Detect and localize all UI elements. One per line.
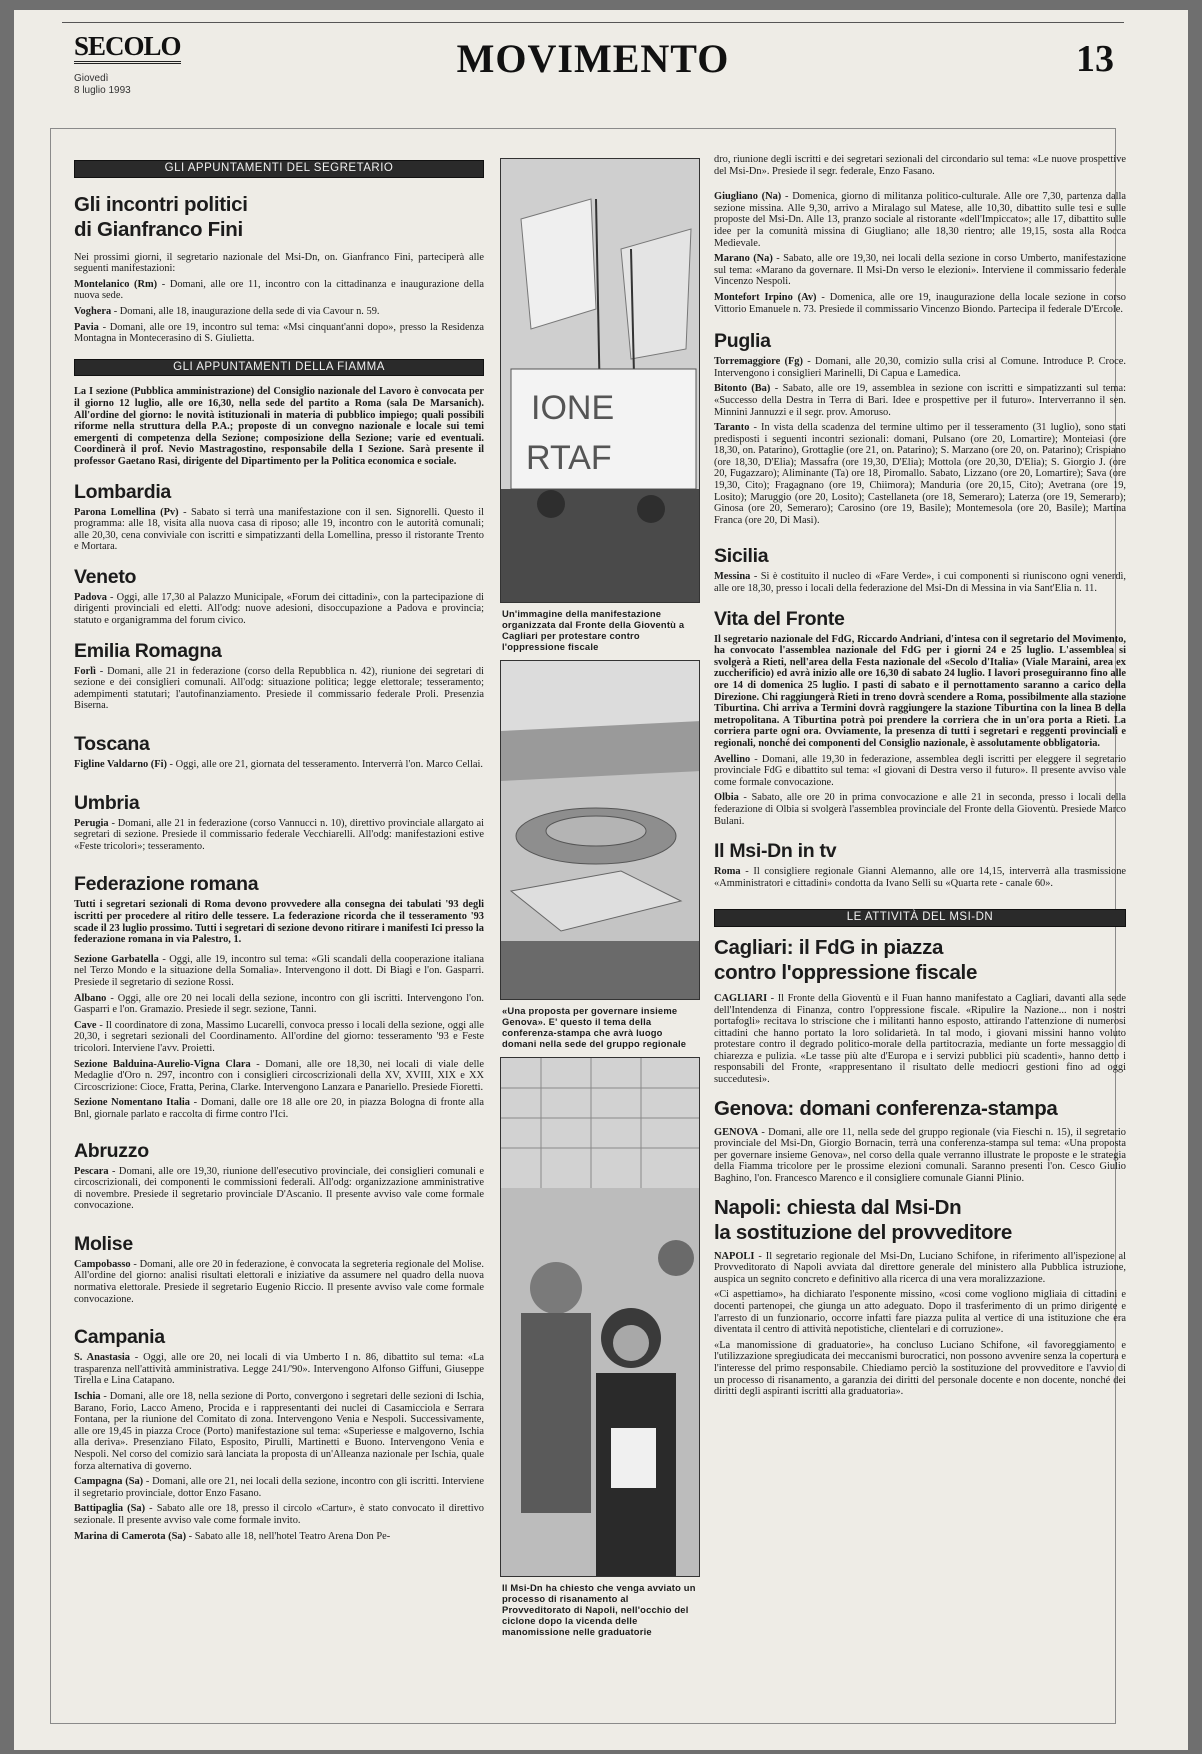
article-napoli-1: NAPOLI - Il segretario regionale del Msi-Dn, Luciano Schifone, in riferimento all'ispezione al Provveditorato di Napoli avviata dal direttore generale del ministero alla Pubblica istruzione, auspica un segnito concreto e definitivo alla ricerca di una vera moralizzazione. xyxy=(714,1250,1126,1285)
item-marano: Marano (Na) - Sabato, alle ore 19,30, nei locali della sezione in corso Umberto, manifestazione sul tema: «Marano da governare. Il Msi-Dn verso le elezioni». Interviene il commissario federale Vincenzo Nespoli. xyxy=(714,253,1126,288)
item-montelanico: Montelanico (Rm) - Domani, alle ore 11, incontro con la cittadinanza e inaugurazione della nuova sede. xyxy=(74,278,484,302)
continued-text: dro, riunione degli iscritti e dei segretari sezionali del circondario sul tema: «Le nuove prospettive del Msi-Dn». Presiede il segr. federale, Enzo Fasano. xyxy=(714,154,1126,177)
photo-students xyxy=(500,1057,700,1577)
item-anastasia: S. Anastasia - Oggi, alle ore 20, nei locali di via Umberto I n. 86, dibattito sul tema: «La trasparenza nell'attività amministrativa. Legge 241/'90». Intervengono Alfonso Giffuni, Giuseppe Tirella e Lina Catapano. xyxy=(74,1352,484,1387)
item-messina: Messina - Si è costituito il nucleo di «Fare Verde», i cui componenti si riuniscono ogni venerdì, alle ore 18,30, presso i locali della federazione del Msi-Dn di Messina in via Sant'Elia n. 11. xyxy=(714,571,1126,595)
heading-msi-in-tv: Il Msi-Dn in tv xyxy=(714,840,837,863)
caption-genova: «Una proposta per governare insieme Genova». E' questo il tema della conferenza-stampa che avrà luogo domani nella sede del gruppo regionale xyxy=(502,1005,687,1049)
banner-segretario: GLI APPUNTAMENTI DEL SEGRETARIO xyxy=(74,160,484,178)
article-napoli-2: «Ci aspettiamo», ha dichiarato l'esponente missino, «cosi come vogliono migliaia di cittadini e docenti partenopei, che giunga un atto adeguato. Dopo il trasferimento di un primo dirigente e l'arresto di un funzionario, occorre infatti fare piazza pulita al vertice di una istituzione che era diventata il centro di attività nepotistiche, clientelari e di corruzione». xyxy=(714,1289,1126,1336)
item-balduina: Sezione Balduina-Aurelio-Vigna Clara - Domani, alle ore 18,30, nei locali di viale delle Medaglie d'Oro n. 297, incontro con i consiglieri circoscrizionali della XV, XVIII, XIX e XX Circoscrizione: Cioce, Fratta, Perina, Clarke. Intervengono Lanzara e Panariello. Presiede Fioretti. xyxy=(74,1058,484,1093)
item-campagna: Campagna (Sa) - Domani, alle ore 21, nei locali della sezione, incontro con gli iscritti. Interviene il segretario provinciale, dottor Enzo Fasano. xyxy=(74,1476,484,1499)
day: Giovedì xyxy=(74,73,109,84)
item-ischia: Ischia - Domani, alle ore 18, nella sezione di Porto, convergono i segretari delle sezioni di Ischia, Barano, Forio, Lacco Ameno, Procida e i rappresentanti dei nuclei di Casamicciola e Serrara Fontana, per la riunione del Comitato di zona. Intervengono Venia e Nespoli. Successivamente, alle ore 19,45 in piazza Croce (Porto) manifestazione sul tema: «Superiesse e malgoverno, Ischia alla deriva». Presenziano Filato, Esposito, Pirulli, Martinetti e Buono. Intervengono Venia e Nespoli. Nel corso del comizio sarà lanciata la proposta di un'Alleanza nazionale per Ischia, quale forza alternativa di governo. xyxy=(74,1391,484,1472)
heading-sicilia: Sicilia xyxy=(714,545,769,568)
masthead xyxy=(62,22,1124,114)
headline-genova: Genova: domani conferenza-stampa xyxy=(714,1096,1058,1120)
item-taranto: Taranto - In vista della scadenza del termine ultimo per il tesseramento (31 luglio), sono stati predisposti i seguenti incontri sezionali: domani, Pulsano (ore 20, Lomartire); Monteiasi (ore 18,30, on. Patarino), Grottaglie (ore 21, on. Patarino); S. Marzano (ore 20, on. Patarino); Crispiano (ore 18,30, D'Elia); Massafra (ore 19,30, D'Elia); Mottola (ore 20,30, D'Elia); S. Giorgio J. (ore 20, Fugazzaro); Aliminante (Ta) ore 18, Piromallo. Sabato, Lizzano (ore 20, Lomartire); Sava (ore 19,30, Cito); Fragagnano (ore 19, Chiimora); Manduria (ore 20,15, Cito); Avetrana (ore 19, Losito); Maruggio (ore 20, Losito); Castellaneta (ore 18, Semeraro); Laterza (ore 19, Semeraro); Ginosa (ore 20, Semeraro); Carosino (ore 19, Basile); Montemesola (ore 20, Basile); Martina Franca (ore 20, Di Masi). xyxy=(714,422,1126,526)
item-forli: Forlì - Domani, alle 21 in federazione (corso della Repubblica n. 42), riunione dei segretari di sezione e dei consiglieri comunali. All'odg: situazione politica; legge elettorale; tesseramento; adempimenti statutari; l'autofinanziamento. Presiede il commissario federale Proli. Presenzia Biserna. xyxy=(74,665,484,712)
heading-molise: Molise xyxy=(74,1232,133,1255)
item-nomentano: Sezione Nomentano Italia - Domani, dalle ore 18 alle ore 20, in piazza Bologna di fronte alla Bnl, giornale parlato e raccolta di firme contro l'Ici. xyxy=(74,1097,484,1120)
svg-text:IONE: IONE xyxy=(531,389,615,427)
fiamma-text: La I sezione (Pubblica amministrazione) del Consiglio nazionale del Lavoro è convocata per il giorno 12 luglio, alle ore 16,30, nella sede del partito a Roma (sala De Marsanich). All'ordine del giorno: le novità istituzionali in materia di pubblico impiego; quali possibili riforme nella struttura della P.A.; proposte di un convegno nazionale e locale sui temi emergenti di competenza della Sezione; composizione della Sezione; varie ed eventuali. Coordinerà il prof. Nevio Mastragostino, responsabile della I Sezione. Sarà presente il professor Gaetano Rasi, dirigente del Dipartimento per la Politica economica e sociale. xyxy=(74,386,484,467)
heading-puglia: Puglia xyxy=(714,330,771,353)
section-title: MOVIMENTO xyxy=(456,36,730,81)
fronte-notice: Il segretario nazionale del FdG, Riccardo Andriani, d'intesa con il segretario del Movimento, ha convocato l'assemblea nazionale del FdG per i giorni 24 e 25 luglio. L'assemblea si svolgerà a Rieti, nell'area della Festa nazionale del «Secolo d'Italia» (Viale Maraini, area ex zuccherificio) ed avrà inizio alle ore 16,30 di sabato 24 luglio. I lavori proseguiranno fino alle ore 14 di domenica 25 luglio. I pasti di sabato e il pernottamento saranno a carico della Direzione. Chi raggiungerà Rieti in treno dovrà scendere a Roma, possibilmente alla stazione Tiburtina. Chi arriva a Termini dovrà raggiungere la stazione Tiburtina con la linea B della metropolitana. A Tiburtina potrà poi prendere la corriera che in un'ora porta a Rieti. La corriera parte ogni ora. Ovviamente, la presenza di tutti i segretari e reggenti provinciali e regionali, nonché dei componenti del Consiglio nazionale, è assolutamente obbligatoria. xyxy=(714,633,1126,749)
item-garbatella: Sezione Garbatella - Oggi, alle 19, incontro sul tema: «Gli scandali della cooperazione italiana nel Terzo Mondo e la situazione della Somalia». Intervengono il dott. Di Biagi e l'on. Gasparri. Presiede il segretario di sezione Rossi. xyxy=(74,953,484,988)
page-number: 13 xyxy=(1076,38,1114,80)
fini-intro: Nei prossimi giorni, il segretario nazionale del Msi-Dn, on. Gianfranco Fini, parteciperà alle seguenti manifestazioni: xyxy=(74,251,484,275)
article-genova: GENOVA - Domani, alle ore 11, nella sede del gruppo regionale (via Fieschi n. 15), il segretario provinciale del Msi-Dn, Giorgio Bornacin, terrà una conferenza-stampa sul tema: «Una proposta per governare insieme Genova», nel corso della quale verranno illustrate le proposte e le strategia della Fiamma tricolore per le prossime elezioni comunali. Saranno presenti l'on. Cesco Giulio Baghino, l'on. Francesco Marenco e il consigliere comunale Gianni Plinio. xyxy=(714,1126,1126,1185)
item-padova: Padova - Oggi, alle 17,30 al Palazzo Municipale, «Forum dei cittadini», con la partecipazione di dirigenti provinciali ed eletti. All'odg: nuove adesioni, disoccupazione a Padova e provincia; statuto e organigramma del forum civico. xyxy=(74,591,484,627)
genova-illustration xyxy=(501,661,700,1000)
item-campobasso: Campobasso - Domani, alle ore 20 in federazione, è convocata la segreteria regionale del Molise. All'ordine del giorno: analisi risultati elettorali e iniziative da assumere nel quadro della nuova normativa elettorale. Presiede il segretario Eugenio Riccio. Il presente avviso vale come formale convocazione. xyxy=(74,1258,484,1305)
headline-cagliari-1: Cagliari: il FdG in piazza xyxy=(714,935,944,959)
headline-fini-2: di Gianfranco Fini xyxy=(74,217,243,241)
photo-genova xyxy=(500,660,700,1000)
headline-cagliari-2: contro l'oppressione fiscale xyxy=(714,960,978,984)
item-bitonto: Bitonto (Ba) - Sabato, alle ore 19, assemblea in sezione con iscritti e simpatizzanti sul tema: «Successo della Destra in Terra di Bari. Idee e prospettive per il futuro». Interverranno il sen. Minnini Jannuzzi e il segr. prov. Amoruso. xyxy=(714,383,1126,418)
students-illustration xyxy=(501,1058,700,1577)
item-figline: Figline Valdarno (Fi) - Oggi, alle ore 21, giornata del tesseramento. Interverrà l'on. Marco Cellai. xyxy=(74,759,484,771)
heading-vita-del-fronte: Vita del Fronte xyxy=(714,607,845,630)
banner-attivita: LE ATTIVITÀ DEL MSI-DN xyxy=(714,909,1126,927)
item-cave: Cave - Il coordinatore di zona, Massimo Lucarelli, convoca presso i locali della sezione, oggi alle 20,30, i segretari sezionali del Coordinamento. All'ordine del giorno: tesseramento '93 e Feste tricolori. Interviene l'avv. Proietti. xyxy=(74,1019,484,1054)
heading-federazione-romana: Federazione romana xyxy=(74,873,259,896)
heading-veneto: Veneto xyxy=(74,565,137,588)
item-giugliano: Giugliano (Na) - Domenica, giorno di militanza politico-culturale. Alle ore 7,30, partenza dalla sezione missina. Alle 9,30, arrivo a Miralago sul Matese, alle 10,30, dibattito sulle tesi e sulle proposte del Msi-Dn. Alle 13, pranzo sociale al ristorante «dell'Impiccato»; alle 17, dibattito sulle idee per la comunità missina di Giugliano; alle 18,30 rientro; alle 19,15, sosta alla Rocca Medievale. xyxy=(714,191,1126,249)
svg-text:RTAF: RTAF xyxy=(526,439,612,477)
item-battipaglia: Battipaglia (Sa) - Sabato alle ore 18, presso il circolo «Cartur», è stato convocato il direttivo sezionale. Il presente avviso vale come formale invito. xyxy=(74,1503,484,1526)
column-right xyxy=(714,154,1126,1714)
item-montefort: Montefort Irpino (Av) - Domenica, alle ore 19, inaugurazione della locale sezione in corso Vittorio Emanuele n. 73. Presiede il commissario Vincenzo Biondo. Partecipa il federale D'Ercole. xyxy=(714,291,1126,315)
heading-lombardia: Lombardia xyxy=(74,480,171,503)
item-olbia: Olbia - Sabato, alle ore 20 in prima convocazione e alle 21 in seconda, presso i locali della federazione di Olbia si svolgerà l'assemblea provinciale del Fronte della Gioventù. Presiede Marco Bulani. xyxy=(714,792,1126,827)
item-torremaggiore: Torremaggiore (Fg) - Domani, alle 20,30, comizio sulla crisi al Comune. Introduce P. Croce. Intervengono i consiglieri Marinelli, Di Capua e Lamedica. xyxy=(714,356,1126,379)
heading-toscana: Toscana xyxy=(74,733,150,756)
item-pavia: Pavia - Domani, alle ore 19, incontro sul tema: «Msi cinquant'anni dopo», presso la Residenza Montagna in Montecerasino di S. Giulietta. xyxy=(74,321,484,345)
heading-abruzzo: Abruzzo xyxy=(74,1139,149,1162)
item-roma: Roma - Il consigliere regionale Gianni Alemanno, alle ore 14,15, interverrà alla trasmissione «Amministratori e cittadini» condotta da Ivano Sellì su «Quarta rete - canale 60». xyxy=(714,866,1126,889)
headline-napoli-1: Napoli: chiesta dal Msi-Dn xyxy=(714,1195,962,1219)
headline-fini-1: Gli incontri politici xyxy=(74,192,248,216)
item-voghera: Voghera - Domani, alle 18, inaugurazione della sede di via Cavour n. 59. xyxy=(74,305,380,317)
romana-notice: Tutti i segretari sezionali di Roma devono provvedere alla consegna dei tabulati '93 degli iscritti per procedere al ritiro delle tessere. La federazione ricorda che il tesseramento '93 scade il 23 luglio prossimo. Tutti i segretari di sezione devono ritirare i manifesti Ici presso la federazione romana in via Palestro, 1. xyxy=(74,899,484,946)
photo-demonstration xyxy=(500,158,700,603)
article-cagliari: CAGLIARI - Il Fronte della Gioventù e il Fuan hanno manifestato a Cagliari, davanti alla sede dell'Intendenza di Finanza, contro l'oppressione fiscale. «Ripulire la Nazione... non i nostri portafogli» recitava lo striscione che i militanti hanno esposto, attirando l'attenzione di numerosi cittadini che hanno portato la loro solidarietà. In tal modo, i giovani missini hanno voluto protestare contro il degrado politico-morale della partitocrazia, mediante un forte messaggio di chiarezza e pulizia. «Le tasse più alte d'Europa e i servizi pubblici più scadenti», hanno detto i responsabili del Fronte, «rappresentano il risultato delle mediocri gestioni fino ad oggi succedutesi». xyxy=(714,992,1126,1086)
item-albano: Albano - Oggi, alle ore 20 nei locali della sezione, incontro con gli iscritti. Intervengono l'on. Gasparri e l'on. Gramazio. Presiede il segr. sezione, Tanni. xyxy=(74,992,484,1016)
headline-napoli-2: la sostituzione del provveditore xyxy=(714,1220,1012,1244)
heading-campania: Campania xyxy=(74,1326,165,1349)
item-perugia: Perugia - Domani, alle 21 in federazione (corso Vannucci n. 10), direttivo provinciale allargato ai segretari di sezione. Presiede il commissario federale Vecchiarelli. All'odg: manifestazioni estive «Feste tricolori»; tesseramento. xyxy=(74,817,484,852)
date: 8 luglio 1993 xyxy=(74,85,131,96)
heading-umbria: Umbria xyxy=(74,791,140,814)
caption-demonstration: Un'immagine della manifestazione organizzata dal Fronte della Gioventù a Cagliari per protestare contro l'oppressione fiscale xyxy=(502,608,685,652)
column-photos xyxy=(500,158,700,1713)
column-left xyxy=(74,158,484,1713)
banner-fiamma: GLI APPUNTAMENTI DELLA FIAMMA xyxy=(74,359,484,377)
article-napoli-3: «La manomissione di graduatorie», ha concluso Luciano Schifone, «il favoreggiamento e l'utilizzazione spregiudicata dei meccanismi burocratici, non possono avvenire senza la copertura e l'interesse del primo responsabile. Chiediamo perciò la sostituzione del provveditore e l'avvio di un processo di risanamento, a garanzia dei diritti del personale docente e non docente, nonché dei diritti degli aspiranti iscritti alla graduatoria». xyxy=(714,1339,1126,1398)
item-parona: Parona Lomellina (Pv) - Sabato si terrà una manifestazione con il sen. Signorelli. Questo il programma: alle 18, visita alla nuova casa di riposo; alle 19, incontro con le autorità comunali; alle 20,30, cena conviviale con iscritti e simpatizzanti della Lomellina, presso il ristorante Trento e Mortara. xyxy=(74,506,484,553)
item-camerota: Marina di Camerota (Sa) - Sabato alle 18, nell'hotel Teatro Arena Don Pe- xyxy=(74,1530,391,1542)
item-pescara: Pescara - Domani, alle ore 19,30, riunione dell'esecutivo provinciale, dei consiglieri comunali e circoscrizionali, dei componenti le commissioni federali. All'odg: organizzazione amministrative di novembre. Presiede il segretario provinciale D'Ascanio. Il presente avviso vale come formale convocazione. xyxy=(74,1165,484,1212)
heading-emilia: Emilia Romagna xyxy=(74,639,222,662)
caption-students: Il Msi-Dn ha chiesto che venga avviato un processo di risanamento al Provveditorato di Napoli, nell'occhio del ciclone dopo la vicenda delle manomissione nelle graduatorie xyxy=(502,1582,696,1637)
demonstration-illustration xyxy=(501,159,700,603)
newspaper-logo: SECOLO xyxy=(74,31,181,64)
item-avellino: Avellino - Domani, alle 19,30 in federazione, assemblea degli iscritti per eleggere il segretario provinciale FdG e dibattito sul tema: «I giovani di Destra verso il futuro». Il presente avviso vale come formale convocazione. xyxy=(714,753,1126,788)
